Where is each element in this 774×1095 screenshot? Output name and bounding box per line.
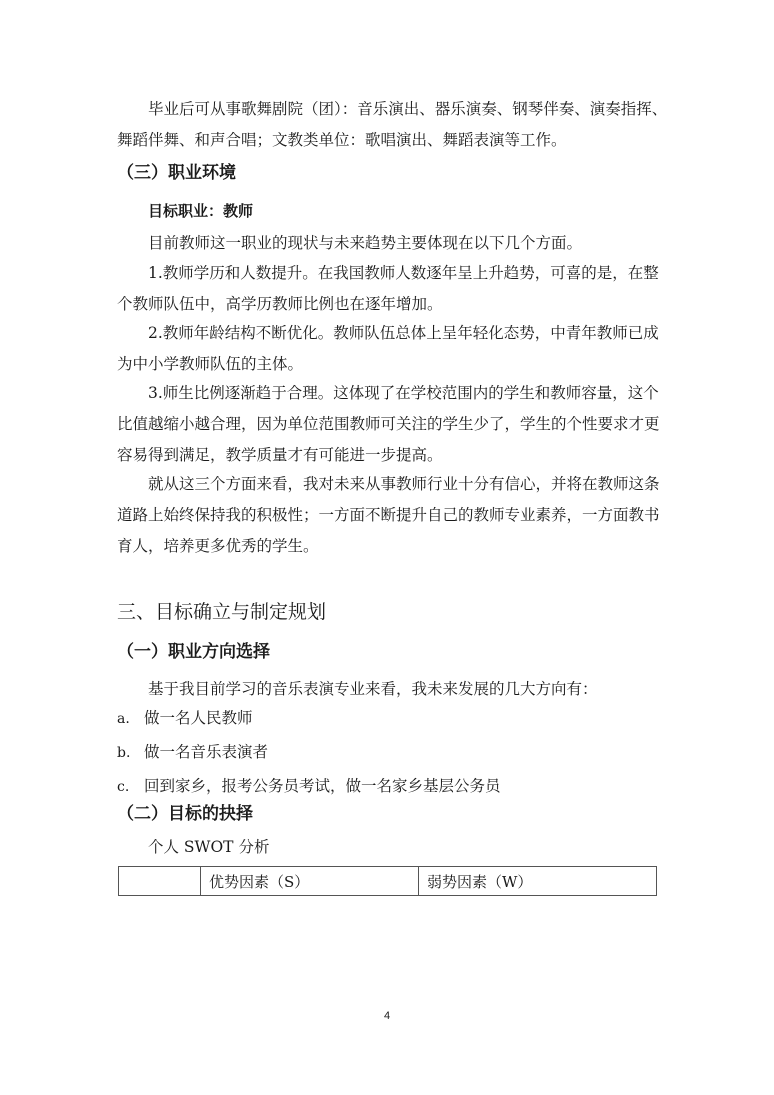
heading-section-3: 三、目标确立与制定规划 [117, 601, 327, 623]
text-line: 容易得到满足，教学质量才有可能进一步提高。 [117, 446, 443, 464]
text-line: 2.教师年龄结构不断优化。教师队伍总体上呈年轻化态势，中青年教师已成 [148, 324, 659, 342]
heading-career-environment: （三）职业环境 [117, 163, 236, 183]
text-line: 毕业后可从事歌舞剧院（团）：音乐演出、器乐演奏、钢琴伴奏、演奏指挥、 [148, 100, 668, 118]
text-line: 道路上始终保持我的积极性；一方面不断提升自己的教师专业素养，一方面教书 [117, 506, 660, 524]
list-item-text: 做一名人民教师 [144, 709, 253, 727]
list-item [117, 707, 501, 741]
list-item-text: 做一名音乐表演者 [144, 743, 269, 761]
paragraph-point-3 [117, 378, 660, 471]
text-line: 舞蹈伴舞、和声合唱；文教类单位：歌唱演出、舞蹈表演等工作。 [117, 131, 567, 149]
text-line: 比值越缩小越合理，因为单位范围教师可关注的学生少了，学生的个性要求才更 [117, 415, 660, 433]
paragraph-point-2 [117, 318, 657, 380]
paragraph-intro [117, 228, 657, 259]
text-line: 就从这三个方面来看，我对未来从事教师行业十分有信心，并将在教师这条 [148, 475, 660, 493]
paragraph-conclusion [117, 469, 660, 562]
text-line: 个教师队伍中，高学历教师比例也在逐年增加。 [117, 295, 443, 313]
paragraph-employment [117, 94, 668, 156]
text-line: 为中小学教师队伍的主体。 [117, 355, 304, 373]
heading-target-job: 目标职业：教师 [148, 202, 254, 220]
list-marker: a. [117, 711, 130, 727]
list-marker: c. [117, 779, 130, 795]
list-marker: b. [117, 745, 131, 761]
list-item-text: 回到家乡，报考公务员考试，做一名家乡基层公务员 [144, 777, 501, 795]
paragraph-point-1 [117, 258, 657, 320]
table-row [119, 867, 657, 896]
table-cell [119, 867, 201, 896]
swot-caption: 个人 SWOT 分析 [148, 838, 270, 856]
swot-table [118, 866, 657, 896]
text-line: 育人，培养更多优秀的学生。 [117, 537, 319, 555]
table-header-weaknesses: 弱势因素（W） [419, 867, 657, 896]
paragraph-directions-intro: 基于我目前学习的音乐表演专业来看，我未来发展的几大方向有： [148, 680, 598, 698]
heading-goal-choice: （二）目标的抉择 [117, 804, 253, 824]
page-number: 4 [383, 1010, 391, 1022]
table-header-strengths: 优势因素（S） [201, 867, 419, 896]
text-line: 3.师生比例逐渐趋于合理。这体现了在学校范围内的学生和教师容量，这个 [148, 384, 659, 402]
text-line: 目前教师这一职业的现状与未来趋势主要体现在以下几个方面。 [148, 234, 583, 252]
options-list [117, 707, 501, 809]
text-line: 1.教师学历和人数提升。在我国教师人数逐年呈上升趋势，可喜的是，在整 [148, 264, 659, 282]
heading-career-direction: （一）职业方向选择 [117, 642, 270, 662]
list-item [117, 741, 501, 775]
